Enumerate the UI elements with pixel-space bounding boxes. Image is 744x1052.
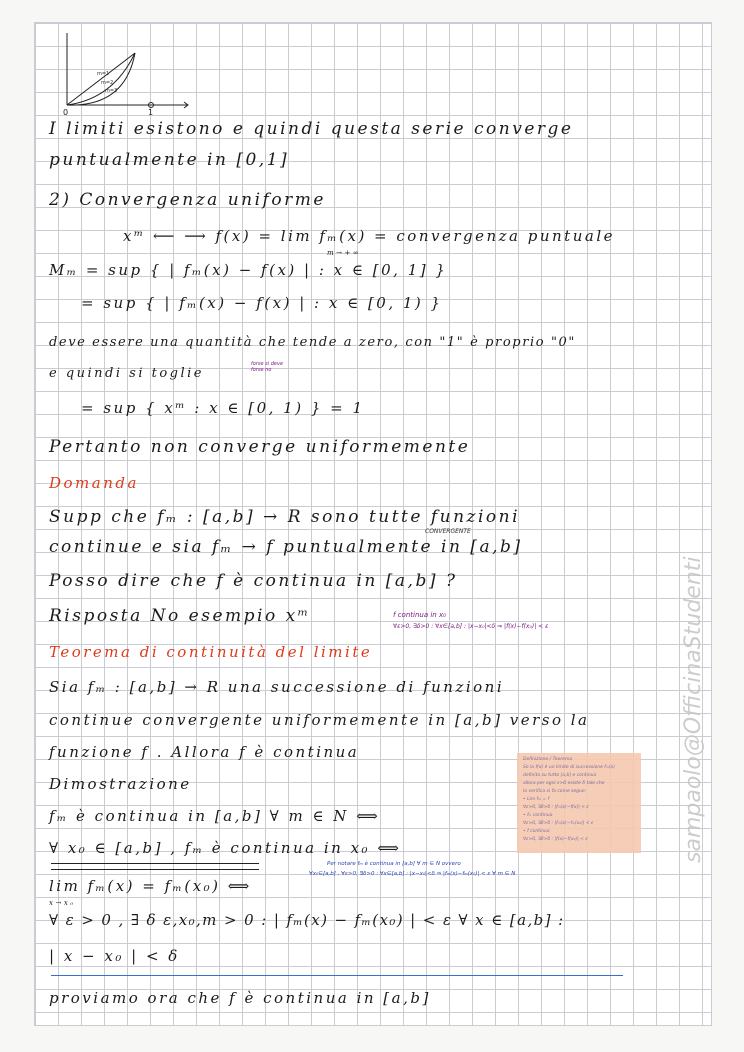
text-line: fₘ è continua in [a,b] ∀ m ∈ N ⟺ [49,807,381,825]
sticky-line: ∀ε>0, ∃δ>0 : |fₘ(x)−fₘ(x₀)| < ε [523,821,594,826]
continuity-definition-title: f continua in x₀ [393,611,446,619]
text-line: e quindi si toglie [49,366,205,381]
removed-note: forse si deve forse no [251,361,284,373]
section-heading: Dimostrazione [49,775,192,793]
sticky-line: ∀ε>0, ∃δ>0 : |f(x)−f(x₀)| < ε [523,837,588,842]
blue-note-2: ∀x₀∈[a,b] , ∀ε>0, ∃δ>0 : ∀x∈[a,b] : |x−x₀|<δ ⇒ |fₘ(x)−fₘ(x₀)| < ε ∀ m ∈ N [309,871,516,877]
double-underline [51,863,259,870]
text-line: Risposta No esempio xᵐ [49,606,311,626]
text-line: I limiti esistono e quindi questa serie converge [49,119,574,139]
sticky-line: allora per ogni ε>0 esiste δ tale che [523,781,605,786]
sticky-line: • Lim fₘ = f [523,797,550,802]
text-line: Pertanto non converge uniformemente [49,437,471,457]
watermark: sampaolo@OfficinaStudenti [681,556,706,863]
text-line: = sup { xᵐ : x ∈ [0, 1) } = 1 [81,399,365,417]
curve-label-m2: m=2 [101,80,114,86]
text-line: Posso dire che f è continua in [a,b] ? [49,571,458,591]
text-line: ∀ x₀ ∈ [a,b] , fₘ è continua in x₀ ⟺ [49,839,402,857]
sticky-line: la verifica si fa come segue: [523,789,587,794]
text-line: continue convergente uniformemente in [a,b] verso la [49,711,590,729]
section-heading: Domanda [49,474,139,492]
curve-m1 [67,53,135,105]
theorem-heading: Teorema di continuità del limite [49,643,373,661]
blue-note-1: Per notare fₘ è continua in [a,b] ∀ m ∈ N ovvero [327,861,461,867]
power-function-graph [53,27,213,117]
text-line: puntualmente in [0,1] [49,150,290,170]
text-line: Sia fₘ : [a,b] → R una successione di funzioni [49,678,505,696]
text-line: deve essere una quantità che tende a zero, con "1" è proprio "0" [49,335,576,350]
sticky-line: definita su tutto [a,b] e continua [523,773,597,778]
text-line: | x − x₀ | < δ [49,947,180,965]
text-line: ∀ ε > 0 , ∃ δ ε,x₀,m > 0 : | fₘ(x) − fₘ(x₀) | < ε ∀ x ∈ [a,b] : [49,911,565,929]
sticky-line: • f continua [523,829,550,834]
origin-label: 0 [63,108,69,117]
limit-subscript: m→+∞ [327,249,362,257]
sticky-line: ∀ε>0, ∃δ>0 : |fₘ(x)−f(x)| < ε [523,805,589,810]
sticky-note [517,753,641,853]
text-line: Mₘ = sup { | fₘ(x) − f(x) | : x ∈ [0, 1] } [49,261,448,279]
continuity-definition: ∀ε>0, ∃δ>0 : ∀x∈[a,b] : |x−x₀|<δ ⇒ |f(x)−f(x₀)| < ε [393,623,549,630]
text-line: funzione f . Allora f è continua [49,743,360,761]
text-line: Supp che fₘ : [a,b] → R sono tutte funzioni [49,507,521,527]
blue-separator [51,975,623,976]
notebook-page [34,22,712,1026]
curve-label-m1: m=1 [97,71,110,77]
sticky-line: • fₘ continua [523,813,553,818]
text-line: xᵐ ⟵ ⟶ f(x) = lim fₘ(x) = convergenza puntuale [123,227,615,245]
text-line: = sup { | fₘ(x) − f(x) | : x ∈ [0, 1) } [81,294,443,312]
text-line: proviamo ora che f è continua in [a,b] [49,989,431,1007]
limit-subscript: x→x₀ [49,899,76,907]
convergente-note: CONVERGENTE [425,528,471,535]
text-line: lim fₘ(x) = fₘ(x₀) ⟺ [49,877,252,895]
text-line: continue e sia fₘ → f puntualmente in [a,b] [49,537,523,557]
tick-label: 1 [148,108,154,117]
sticky-line: Se la f(x) è un limite di successione fₘ(x) [523,765,615,770]
sticky-line: Definizione / Teorema [523,757,573,762]
text-line: 2) Convergenza uniforme [49,190,326,210]
curve-label-m3: m=3 [105,88,118,94]
